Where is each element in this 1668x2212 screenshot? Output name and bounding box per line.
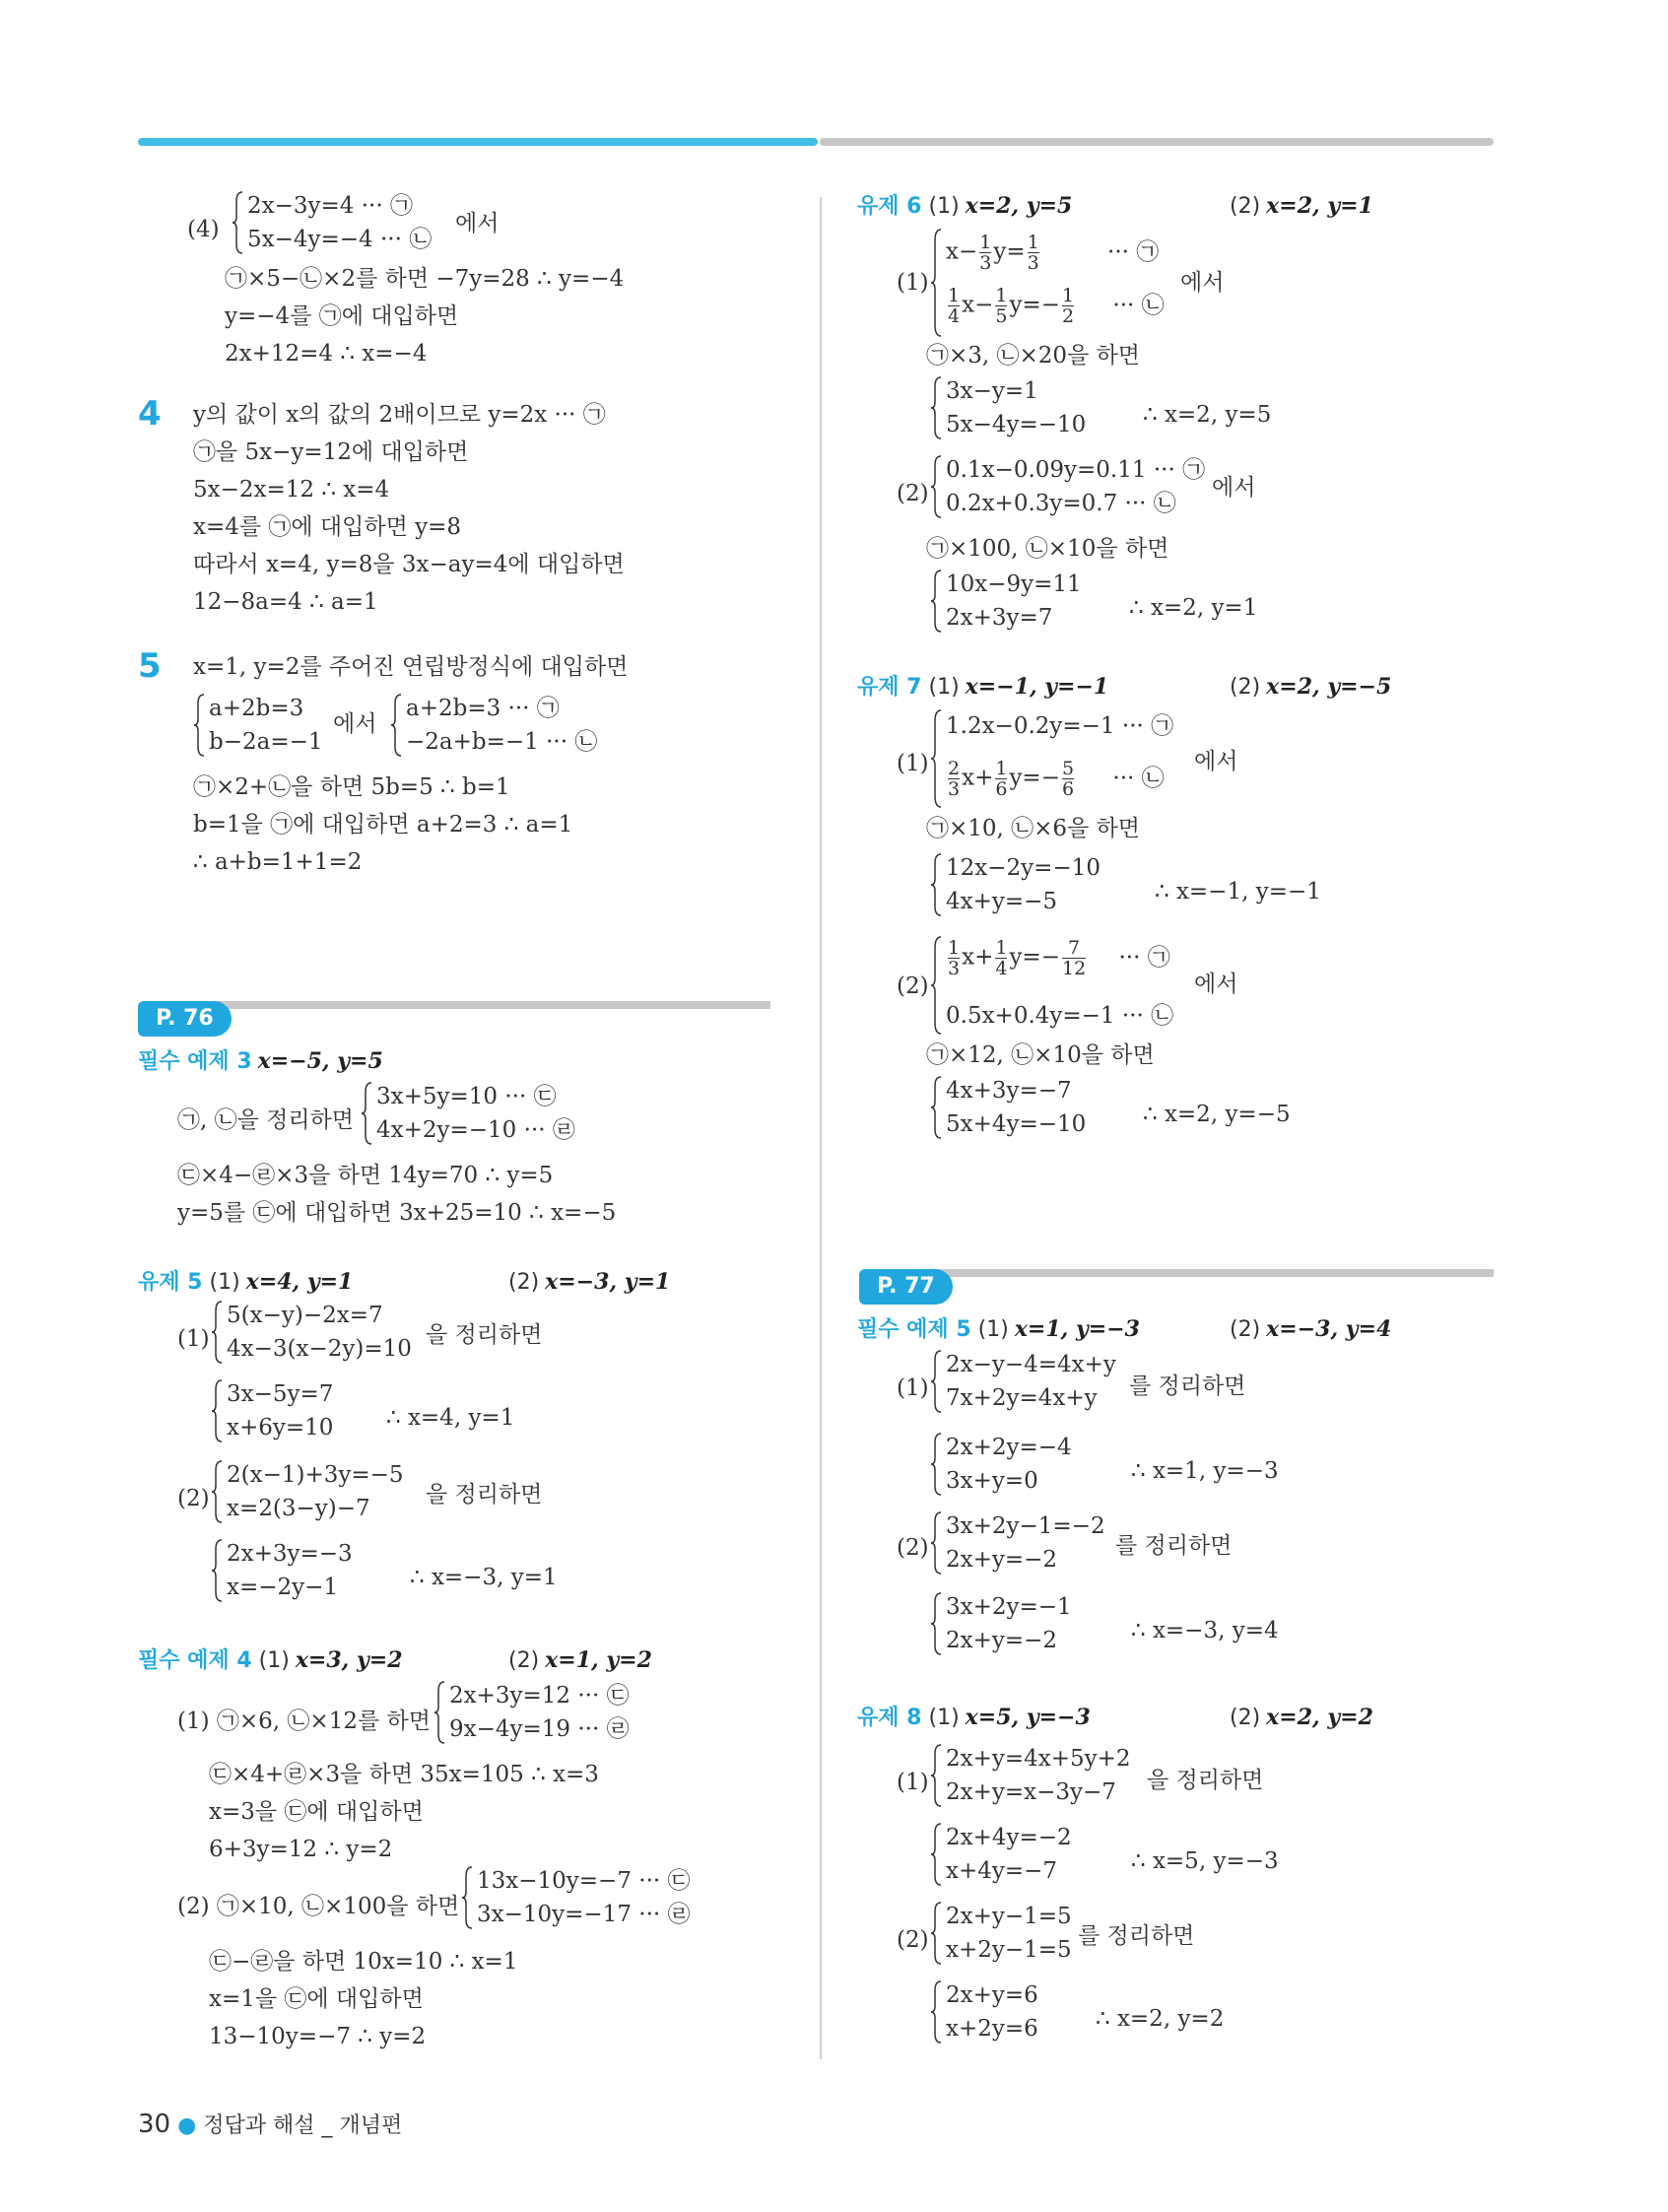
equation: x=−2y−1 bbox=[227, 1575, 339, 1600]
equation: $\frac{1}{3}$ x+ $\frac{1}{4}$ y=− $\frac{7}{12}$ ··· ㉠ bbox=[948, 937, 1170, 979]
result: ∴ x=−3, y=1 bbox=[410, 1565, 558, 1590]
label: (1) bbox=[897, 270, 929, 296]
text: ∴ a+b=1+1=2 bbox=[193, 849, 363, 875]
answer: x=1, y=−3 bbox=[1014, 1316, 1140, 1342]
equation: 2x+y=−2 bbox=[946, 1547, 1058, 1573]
equation: x+6y=10 bbox=[227, 1415, 334, 1441]
exercise-header-2 bbox=[508, 1267, 670, 1298]
exercise-header bbox=[857, 672, 1108, 703]
sub-label: (2) bbox=[1230, 194, 1261, 219]
text: 에서 bbox=[455, 211, 500, 236]
equation: 2x+y=−2 bbox=[946, 1628, 1058, 1653]
equation: 0.5x+0.4y=−1 ··· ㉡ bbox=[946, 1003, 1174, 1029]
equation: 5x−4y=−4 ··· ㉡ bbox=[247, 227, 433, 252]
equation: 9x−4y=19 ··· ㉣ bbox=[449, 1716, 630, 1742]
text: ㉠×3, ㉡×20을 하면 bbox=[926, 343, 1141, 369]
equation: 7x+2y=4x+y bbox=[946, 1385, 1098, 1411]
label: (2) bbox=[897, 1927, 929, 1953]
equation: $\frac{1}{4}$ x− $\frac{1}{5}$ y=− $\frac{1}{2}$ ··· ㉡ bbox=[948, 285, 1165, 327]
equation-system bbox=[930, 1744, 1147, 1807]
equation: x+2y−1=5 bbox=[946, 1937, 1072, 1963]
text: 에서 bbox=[1212, 475, 1256, 501]
exercise-header bbox=[857, 1703, 1091, 1733]
equation: 3x+2y−1=−2 bbox=[946, 1513, 1105, 1539]
bullet-icon: ● bbox=[177, 2113, 197, 2138]
sub-label: (2) bbox=[1230, 1317, 1261, 1342]
equation: 12x−2y=−10 bbox=[946, 855, 1101, 881]
sub-label: (1) bbox=[928, 194, 960, 219]
section-bar bbox=[158, 1001, 770, 1009]
text: 13−10y=−7 ∴ y=2 bbox=[209, 2024, 427, 2049]
text: y=−4를 ㉠에 대입하면 bbox=[225, 303, 459, 329]
equation: 2x+y−1=5 bbox=[946, 1904, 1072, 1929]
sub-label: (2) bbox=[508, 1648, 540, 1673]
label: (1) bbox=[897, 1770, 929, 1795]
equation-system bbox=[434, 1681, 670, 1744]
result: ∴ x=4, y=1 bbox=[386, 1405, 515, 1431]
exercise-header-2 bbox=[1230, 672, 1391, 703]
answer: x=5, y=−3 bbox=[965, 1705, 1091, 1730]
sub-label: (2) bbox=[1230, 675, 1261, 700]
equation-system bbox=[930, 1823, 1107, 1886]
equation-system bbox=[930, 376, 1107, 439]
equation: 5x−4y=−10 bbox=[946, 412, 1087, 437]
exercise-label: 유제 6 bbox=[857, 194, 922, 219]
text: ㉢×4−㉣×3을 하면 14y=70 ∴ y=5 bbox=[177, 1163, 554, 1188]
equation-system bbox=[211, 1460, 428, 1523]
equation-system bbox=[930, 1980, 1088, 2044]
text: y=5를 ㉢에 대입하면 3x+25=10 ∴ x=−5 bbox=[177, 1200, 617, 1226]
answer: x=2, y=−5 bbox=[1266, 674, 1392, 700]
text: ㉠을 5x−y=12에 대입하면 bbox=[193, 439, 469, 465]
section-bar bbox=[879, 1269, 1494, 1277]
equation: 2x+3y=7 bbox=[946, 605, 1053, 631]
equation: 3x+2y=−1 bbox=[946, 1594, 1072, 1620]
text: ㉠×2+㉡을 하면 5b=5 ∴ b=1 bbox=[193, 774, 510, 800]
equation: 2x+y=6 bbox=[946, 1982, 1038, 2008]
exercise-header bbox=[857, 191, 1072, 222]
text: b=1을 ㉠에 대입하면 a+2=3 ∴ a=1 bbox=[193, 812, 573, 838]
example-header-2 bbox=[508, 1645, 652, 1676]
text: 을 정리하면 bbox=[426, 1322, 543, 1348]
equation-system bbox=[930, 1511, 1127, 1575]
equation: x+2y=6 bbox=[946, 2016, 1038, 2042]
result: ∴ x=1, y=−3 bbox=[1131, 1458, 1279, 1484]
text: 6+3y=12 ∴ y=2 bbox=[209, 1837, 393, 1862]
page-tag: P. 77 bbox=[859, 1269, 953, 1305]
text: 을 정리하면 bbox=[426, 1482, 543, 1508]
result: ∴ x=2, y=5 bbox=[1143, 402, 1272, 428]
text: x=1, y=2를 주어진 연립방정식에 대입하면 bbox=[193, 654, 629, 680]
sub-label: (2) bbox=[1230, 1706, 1261, 1730]
problem-number: 4 bbox=[138, 394, 162, 434]
result: ∴ x=−1, y=−1 bbox=[1155, 879, 1321, 905]
equation: a+2b=3 ··· ㉠ bbox=[406, 696, 560, 721]
answer: x=−5, y=5 bbox=[257, 1048, 383, 1074]
answer: x=1, y=2 bbox=[545, 1647, 652, 1673]
equation: 5(x−y)−2x=7 bbox=[227, 1303, 383, 1328]
equation: 5x+4y=−10 bbox=[946, 1111, 1087, 1137]
equation-system bbox=[930, 1433, 1107, 1496]
text: 를 정리하면 bbox=[1115, 1533, 1233, 1559]
answer: x=3, y=2 bbox=[295, 1647, 403, 1673]
equation: x=2(3−y)−7 bbox=[227, 1496, 370, 1521]
equation: 4x+y=−5 bbox=[946, 889, 1058, 914]
label: (2) bbox=[177, 1486, 210, 1511]
equation-system bbox=[361, 1082, 627, 1145]
page-number: 30 bbox=[138, 2110, 171, 2139]
equation: 13x−10y=−7 ··· ㉢ bbox=[477, 1868, 691, 1894]
label: (2) bbox=[897, 973, 929, 999]
equation-system bbox=[930, 1076, 1127, 1139]
sub-label: (1) bbox=[977, 1317, 1009, 1342]
top-bar-gray bbox=[820, 138, 1494, 146]
text: ㉢×4+㉣×3을 하면 35x=105 ∴ x=3 bbox=[209, 1762, 599, 1787]
equation: $\frac{2}{3}$ x+ $\frac{1}{6}$ y=− $\frac{5}{6}$ ··· ㉡ bbox=[948, 758, 1165, 800]
equation: 4x+3y=−7 bbox=[946, 1078, 1072, 1104]
equation: 1.2x−0.2y=−1 ··· ㉠ bbox=[946, 713, 1174, 739]
equation: 0.2x+0.3y=0.7 ··· ㉡ bbox=[946, 491, 1176, 516]
page-footer bbox=[138, 2109, 402, 2139]
equation: 2x+3y=12 ··· ㉢ bbox=[449, 1683, 630, 1709]
example-label: 필수 예제 5 bbox=[857, 1317, 971, 1342]
equation-system bbox=[390, 694, 646, 757]
text: 을 정리하면 bbox=[1147, 1768, 1264, 1793]
label: (1) bbox=[897, 751, 929, 776]
problem-number: 5 bbox=[138, 646, 162, 686]
text: ㉠×12, ㉡×10을 하면 bbox=[926, 1042, 1155, 1068]
equation-system bbox=[930, 709, 1216, 808]
equation: 2x+2y=−4 bbox=[946, 1435, 1072, 1460]
answer: x=2, y=2 bbox=[1266, 1705, 1373, 1730]
text: 5x−2x=12 ∴ x=4 bbox=[193, 477, 390, 503]
equation-system bbox=[461, 1866, 717, 1929]
sub-label: (1) bbox=[258, 1648, 290, 1673]
equation: 3x+y=0 bbox=[946, 1468, 1038, 1494]
text: ㉠×10, ㉡×6을 하면 bbox=[926, 816, 1141, 841]
exercise-label: 유제 8 bbox=[857, 1706, 922, 1730]
equation: 2x+y=x−3y−7 bbox=[946, 1779, 1116, 1805]
text: 에서 bbox=[1180, 270, 1225, 296]
text: 에서 bbox=[1194, 749, 1238, 774]
equation: a+2b=3 bbox=[209, 696, 304, 721]
equation-system bbox=[211, 1301, 428, 1364]
equation: x+4y=−7 bbox=[946, 1858, 1058, 1884]
equation: 2x+y=4x+5y+2 bbox=[946, 1746, 1131, 1772]
equation: 4x−3(x−2y)=10 bbox=[227, 1336, 412, 1362]
equation: 2x−3y=4 ··· ㉠ bbox=[247, 193, 413, 219]
result: ∴ x=2, y=1 bbox=[1129, 595, 1258, 621]
equation: 10x−9y=11 bbox=[946, 571, 1082, 597]
equation-system bbox=[930, 936, 1216, 1035]
result: ∴ x=5, y=−3 bbox=[1131, 1848, 1279, 1874]
example-header-2 bbox=[1230, 1314, 1391, 1345]
exercise-header-2 bbox=[1230, 1703, 1373, 1733]
exercise-label: 유제 7 bbox=[857, 675, 922, 700]
equation-system bbox=[930, 853, 1127, 916]
equation-system bbox=[211, 1539, 388, 1602]
page-tag: P. 76 bbox=[138, 1001, 232, 1037]
exercise-label: 유제 5 bbox=[138, 1270, 203, 1295]
equation: 2x+3y=−3 bbox=[227, 1541, 353, 1567]
answer: x=−3, y=4 bbox=[1266, 1316, 1392, 1342]
equation-system bbox=[211, 1379, 368, 1442]
equation: 3x+5y=10 ··· ㉢ bbox=[376, 1084, 557, 1109]
text: 따라서 x=4, y=8을 3x−ay=4에 대입하면 bbox=[193, 552, 625, 577]
equation: b−2a=−1 bbox=[209, 729, 323, 755]
example-label: 필수 예제 3 bbox=[138, 1049, 252, 1074]
equation: 2x+4y=−2 bbox=[946, 1825, 1072, 1850]
exercise-header-2 bbox=[1230, 191, 1373, 222]
label: (1) bbox=[177, 1326, 210, 1352]
text: ㉠, ㉡을 정리하면 bbox=[177, 1107, 355, 1133]
footer-title: 정답과 해설 _ 개념편 bbox=[203, 2113, 403, 2138]
example-header bbox=[138, 1046, 383, 1077]
text: 를 정리하면 bbox=[1078, 1923, 1195, 1949]
column-divider bbox=[820, 197, 822, 2059]
equation-system bbox=[930, 455, 1216, 518]
sub-label: (2) bbox=[508, 1270, 540, 1295]
result: ∴ x=2, y=2 bbox=[1096, 2006, 1225, 2032]
text: 에서 bbox=[333, 711, 377, 737]
text: ㉠×5−㉡×2를 하면 −7y=28 ∴ y=−4 bbox=[225, 266, 625, 292]
label: (2) bbox=[897, 481, 929, 506]
text: 12−8a=4 ∴ a=1 bbox=[193, 589, 378, 615]
equation: 3x−5y=7 bbox=[227, 1381, 334, 1407]
label: (1) bbox=[897, 1375, 929, 1401]
text: (1) ㉠×6, ㉡×12를 하면 bbox=[177, 1709, 431, 1734]
sub-label: (1) bbox=[209, 1270, 240, 1295]
text: ㉢−㉣을 하면 10x=10 ∴ x=1 bbox=[209, 1949, 518, 1975]
equation: 4x+2y=−10 ··· ㉣ bbox=[376, 1117, 575, 1143]
text: x=4를 ㉠에 대입하면 y=8 bbox=[193, 514, 462, 540]
text: x=1을 ㉢에 대입하면 bbox=[209, 1986, 424, 2012]
equation: −2a+b=−1 ··· ㉡ bbox=[406, 729, 598, 755]
equation-system bbox=[193, 694, 341, 757]
equation-system bbox=[930, 570, 1107, 633]
text: 2x+12=4 ∴ x=−4 bbox=[225, 341, 428, 367]
exercise-header bbox=[138, 1267, 353, 1298]
equation: 0.1x−0.09y=0.11 ··· ㉠ bbox=[946, 457, 1206, 483]
answer: x=−1, y=−1 bbox=[965, 674, 1109, 700]
text: x=3을 ㉢에 대입하면 bbox=[209, 1799, 424, 1825]
result: ∴ x=−3, y=4 bbox=[1131, 1618, 1279, 1643]
text: y의 값이 x의 값의 2배이므로 y=2x ··· ㉠ bbox=[193, 402, 606, 428]
equation: 2x−y−4=4x+y bbox=[946, 1352, 1116, 1377]
equation-system bbox=[930, 229, 1186, 337]
equation: 3x−y=1 bbox=[946, 378, 1038, 404]
label: (2) bbox=[897, 1535, 929, 1561]
answer: x=2, y=1 bbox=[1266, 193, 1373, 219]
example-header bbox=[857, 1314, 1140, 1345]
text: 를 정리하면 bbox=[1129, 1374, 1246, 1399]
answer: x=−3, y=1 bbox=[545, 1269, 671, 1295]
sub-label: (1) bbox=[928, 1706, 960, 1730]
example-header bbox=[138, 1645, 403, 1676]
answer: x=2, y=5 bbox=[965, 193, 1073, 219]
equation: 3x−10y=−17 ··· ㉣ bbox=[477, 1902, 691, 1927]
text: (2) ㉠×10, ㉡×100을 하면 bbox=[177, 1894, 460, 1919]
equation: 2(x−1)+3y=−5 bbox=[227, 1462, 404, 1488]
answer: x=4, y=1 bbox=[245, 1269, 354, 1295]
sub-label: (1) bbox=[928, 675, 960, 700]
label: (4) bbox=[187, 217, 220, 242]
result: ∴ x=2, y=−5 bbox=[1143, 1102, 1291, 1127]
text: 에서 bbox=[1194, 972, 1238, 997]
top-bar-blue bbox=[138, 138, 818, 146]
equation-system bbox=[930, 1592, 1107, 1655]
text: ㉠×100, ㉡×10을 하면 bbox=[926, 536, 1169, 562]
equation-system bbox=[930, 1350, 1137, 1413]
example-label: 필수 예제 4 bbox=[138, 1648, 252, 1673]
equation: x− $\frac{1}{3}$ y= $\frac{1}{3}$ ··· ㉠ bbox=[946, 232, 1160, 274]
